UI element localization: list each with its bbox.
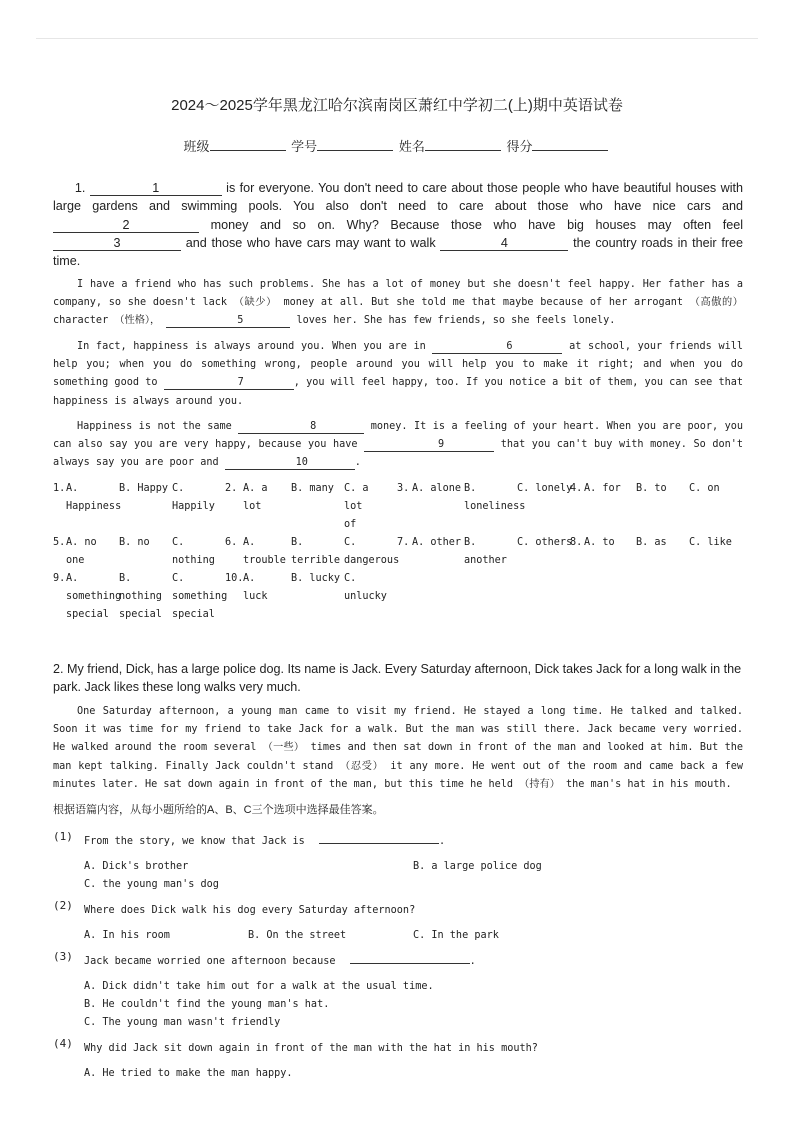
stem-text: Jack became worried one afternoon because [84, 956, 336, 967]
question-stem: Where does Dick walk his dog every Saturday afternoon? [84, 905, 416, 916]
option-choice[interactable]: A. something special [66, 573, 122, 620]
option-choice[interactable]: B. no [119, 537, 150, 548]
q1-p1-text-a: I have a friend who has such problems. She has a lot of money but she doesn't feel happy. Her father has a company, so she doesn't lack （缺少） money at all. But she told me that maybe because of her arrogant （高傲的） character （性格）， [53, 279, 743, 327]
q1-intro [53, 179, 743, 270]
header-divider [36, 38, 758, 39]
blank-7[interactable]: 7 [164, 376, 294, 390]
q1-text-1: is for everyone. You don't need to care about those people who have beautiful houses with large gardens and swimming pools. You also don't need to care about those who have nice cars and [53, 181, 743, 214]
q1-text-3: and those who have cars may want to walk [185, 235, 436, 250]
option-number: 1. [53, 483, 66, 494]
option-number: 3. [397, 483, 410, 494]
option-choice[interactable]: A. a lot [243, 483, 268, 512]
option-choice[interactable]: B. terrible [291, 537, 341, 566]
question-number: (1) [53, 830, 73, 843]
score-label: 得分 [506, 139, 533, 154]
q1-p2-text-b: at school, your friends will help you; when you do something wrong, people around you will help you to make it right; and when you do something good to [53, 341, 743, 389]
option-choice[interactable]: B. another [464, 537, 507, 566]
stem-end: . [438, 836, 446, 847]
blank-5[interactable]: 5 [166, 314, 290, 328]
choice-b[interactable]: B. a large police dog [413, 861, 542, 872]
option-choice[interactable]: A. no one [66, 537, 97, 566]
blank-6[interactable]: 6 [432, 340, 562, 354]
option-choice[interactable]: B. many [291, 483, 334, 494]
option-number: 4. [570, 483, 583, 494]
blank-3[interactable]: 3 [53, 237, 181, 251]
option-choice[interactable]: C. lonely [517, 483, 573, 494]
q1-paragraph-4 [53, 418, 743, 473]
question-number: (2) [53, 899, 73, 912]
option-number: 9. [53, 573, 66, 584]
choice-a[interactable]: A. Dick didn't take him out for a walk at the usual time. [84, 981, 434, 992]
option-choice[interactable]: C. like [689, 537, 732, 548]
answer-blank[interactable] [319, 843, 439, 844]
option-choice[interactable]: A. trouble [243, 537, 286, 566]
option-choice[interactable]: A. alone [412, 483, 462, 494]
blank-9[interactable]: 9 [364, 438, 494, 452]
question-number: (4) [53, 1037, 73, 1050]
score-blank[interactable] [532, 138, 608, 151]
option-number: 10. [225, 573, 244, 584]
class-blank[interactable] [210, 138, 286, 151]
option-choice[interactable]: C. something special [172, 573, 228, 620]
choice-a[interactable]: A. Dick's brother [84, 861, 189, 872]
option-choice[interactable]: A. Happiness [66, 483, 122, 512]
q1-paragraph-3 [53, 338, 743, 411]
blank-8[interactable]: 8 [238, 420, 364, 434]
option-number: 6. [225, 537, 238, 548]
q1-text-4: the country roads in their free time. [53, 235, 744, 269]
choice-b[interactable]: B. He couldn't find the young man's hat. [84, 999, 330, 1010]
option-choice[interactable]: B. lucky [291, 573, 341, 584]
blank-4[interactable]: 4 [440, 237, 568, 251]
option-choice[interactable]: C. a lot of [344, 483, 369, 530]
option-choice[interactable]: A. other [412, 537, 462, 548]
choice-c[interactable]: C. the young man's dog [84, 879, 219, 890]
question-number: (3) [53, 950, 73, 963]
q1-text-2: money and so on. Why? Because those who have big houses may often feel [210, 217, 743, 232]
q1-paragraph-2 [53, 276, 743, 331]
question-stem: Why did Jack sit down again in front of the man with the hat in his mouth? [84, 1043, 538, 1054]
blank-1[interactable]: 1 [90, 182, 222, 196]
option-choice[interactable]: C. Happily [172, 483, 215, 512]
q1-p3-text-d: . [354, 457, 361, 469]
option-number: 5. [53, 537, 66, 548]
stem-end: . [469, 956, 476, 967]
option-choice[interactable]: C. others [517, 537, 573, 548]
option-choice[interactable]: B. as [636, 537, 667, 548]
q1-p3-text-a: Happiness is not the same [77, 421, 232, 432]
q1-p2-text-a: In fact, happiness is always around you. When you are in [77, 341, 426, 352]
name-blank[interactable] [425, 138, 501, 151]
choice-a[interactable]: A. He tried to make the man happy. [84, 1068, 293, 1079]
choice-a[interactable]: A. In his room [84, 930, 170, 941]
option-choice[interactable]: A. for [584, 483, 621, 494]
option-choice[interactable]: C. on [689, 483, 720, 494]
option-choice[interactable]: B. nothing special [119, 573, 162, 620]
page-title: 2024～2025学年黑龙江哈尔滨南岗区萧红中学初二(上)期中英语试卷 [171, 97, 623, 114]
q1-p3-text-b: money. It is a feeling of your heart. When you are poor, you can also say you are very happy, because you have [53, 421, 743, 451]
choice-c[interactable]: C. The young man wasn't friendly [84, 1017, 281, 1028]
option-choice[interactable]: A. to [584, 537, 615, 548]
question-stem [84, 836, 445, 847]
option-choice[interactable]: A. luck [243, 573, 268, 602]
answer-blank[interactable] [350, 963, 470, 964]
option-choice[interactable]: C. unlucky [344, 573, 387, 602]
option-choice[interactable]: C. dangerous [344, 537, 400, 566]
choice-b[interactable]: B. On the street [248, 930, 347, 941]
choice-c[interactable]: C. In the park [413, 930, 499, 941]
class-label: 班级 [183, 139, 210, 154]
number-label: 学号 [291, 139, 318, 154]
student-info-line [0, 136, 794, 155]
blank-10[interactable]: 10 [225, 456, 355, 470]
name-label: 姓名 [398, 139, 425, 154]
option-number: 8. [570, 537, 583, 548]
option-choice[interactable]: B. to [636, 483, 667, 494]
option-choice[interactable]: B. loneliness [464, 483, 526, 512]
q1-number: 1. [74, 181, 86, 195]
blank-2[interactable]: 2 [53, 219, 199, 233]
number-blank[interactable] [317, 138, 393, 151]
q2-instruction: 根据语篇内容，从每小题所给的A、B、C三个选项中选择最佳答案。 [53, 804, 384, 816]
option-choice[interactable]: B. Happy [119, 483, 169, 494]
q1-p3-text-c: that you can't buy with money. So don't always say you are poor and [53, 439, 743, 469]
stem-text: From the story, we know that Jack is [84, 836, 305, 847]
q2-passage: One Saturday afternoon, a young man came to visit my friend. He stayed a long time. He talked and talked. Soon it was time for my friend to take Jack for a walk. But the man was still there. Jack became very worried. He walked around the room several （一些） times and then sat down in front of the man and looked at him. But the man kept talking. Finally Jack couldn't stand （忍受） it any more. He went out of the room and came back a few minutes later. He sat down again in front of the man, but this time he held （持有） the man's hat in his mouth. [53, 706, 743, 790]
option-number: 2. [225, 483, 238, 494]
option-choice[interactable]: C. nothing [172, 537, 215, 566]
q1-p1-text-b: loves her. She has few friends, so she feels lonely. [296, 315, 616, 327]
option-number: 7. [397, 537, 410, 548]
question-stem [84, 956, 476, 967]
q1-p2-text-c: , you will feel happy, too. If you notice a bit of them, you can see that happiness is always around you. [53, 377, 743, 407]
q2-intro: 2. My friend, Dick, has a large police dog. Its name is Jack. Every Saturday afternoon, Dick takes Jack for a long walk in the park. Jack likes these long walks very much. [53, 662, 742, 695]
